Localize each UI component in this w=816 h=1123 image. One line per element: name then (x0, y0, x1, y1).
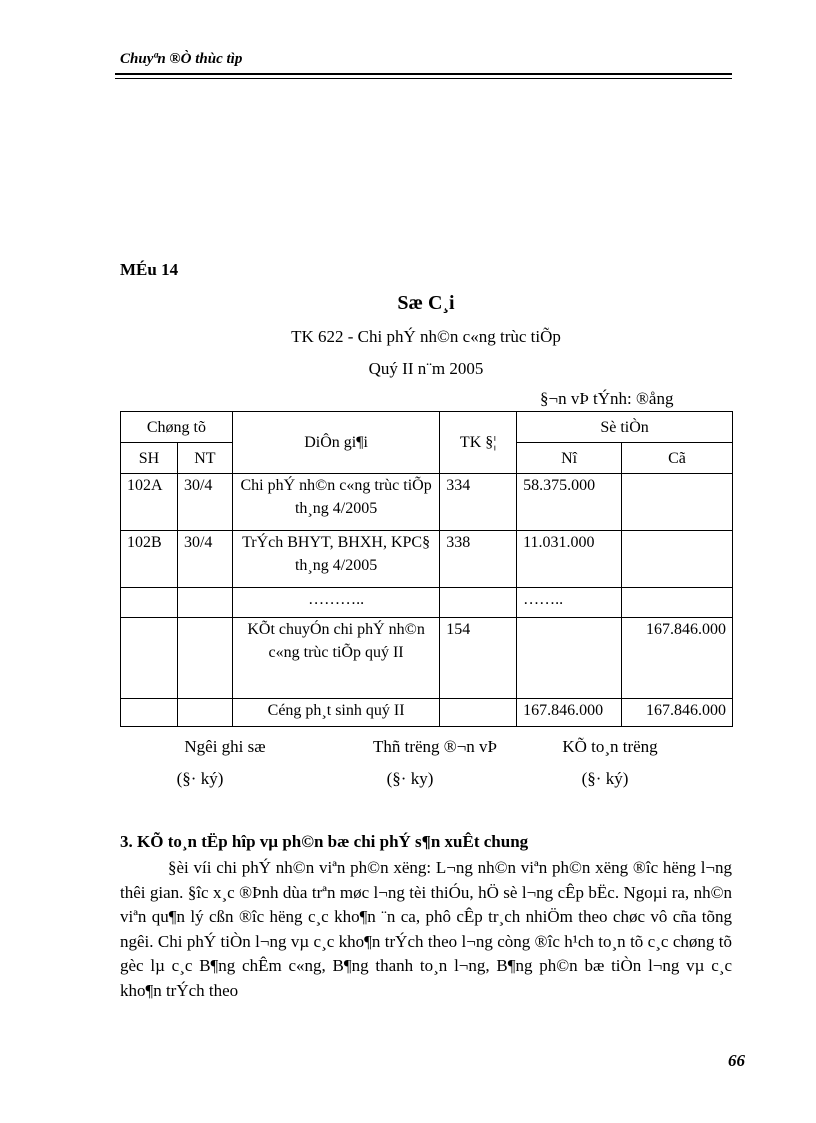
signature-note: (§· ký) (176, 769, 224, 788)
cell-nt (177, 618, 232, 699)
cell-credit (622, 588, 733, 618)
header-description: DiÔn gi¶i (232, 412, 439, 474)
cell-description: TrÝch BHYT, BHXH, KPC§ th¸ng 4/2005 (232, 531, 439, 588)
cell-description: KÕt chuyÓn chi phÝ nh©n c«ng trùc tiÕp quý II (232, 618, 439, 699)
header-rule (115, 73, 732, 75)
table-row (121, 618, 733, 699)
cell-nt: 30/4 (177, 474, 232, 531)
cell-credit (622, 474, 733, 531)
cell-nt (177, 699, 232, 727)
cell-sh (121, 699, 178, 727)
cell-description: Céng ph¸t sinh quý II (232, 699, 439, 727)
ledger-period: Quý II n¨m 2005 (368, 359, 484, 378)
header-credit: Cã (622, 443, 733, 474)
cell-description: Chi phÝ nh©n c«ng trùc tiÕp th¸ng 4/2005 (232, 474, 439, 531)
ledger-account: TK 622 - Chi phÝ nh©n c«ng trùc tiÕp (291, 327, 561, 346)
cell-tk: 338 (440, 531, 517, 588)
ledger-title: Sæ C¸i (397, 292, 455, 314)
signature-role: Ngêi ghi sæ (184, 737, 266, 756)
page-number: 66 (728, 1051, 745, 1070)
cell-credit (622, 531, 733, 588)
sample-label: MÉu 14 (120, 260, 179, 279)
cell-nt: 30/4 (177, 531, 232, 588)
cell-debit: 58.375.000 (517, 474, 622, 531)
ledger-unit: §¬n vÞ tÝnh: ®ång (540, 389, 674, 408)
section-paragraph: §èi víi chi phÝ nh©n viªn ph©n xëng: L¬ng nh©n viªn ph©n xëng ®îc hëng l¬ng thêi gian. §îc x¸c ®Þnh dùa trªn møc l¬ng tèi thiÓu, hÖ sè l¬ng cÊp bËc. Ngoµi ra, nh©n viªn qu¶n lý cßn ®îc hëng c¸c kho¶n ¨n ca, phô cÊp tr¸ch nhiÖm theo chøc vô cña tõng ngêi. Chi phÝ tiÒn l¬ng vµ c¸c kho¶n trÝch theo l¬ng còng ®îc h¹ch to¸n tõ c¸c chøng tõ gèc lµ c¸c B¶ng chÊm c«ng, B¶ng thanh to¸n l¬ng, B¶ng ph©n bæ tiÒn l¬ng vµ c¸c kho¶n trÝch theo (120, 858, 732, 1000)
cell-tk (440, 588, 517, 618)
cell-description: ……….. (232, 588, 439, 618)
header-rule-thin (115, 78, 732, 79)
cell-tk: 154 (440, 618, 517, 699)
signature-role: Thñ trëng ®¬n vÞ (372, 737, 498, 756)
ledger-table (120, 411, 733, 727)
header-amount: Sè tiÒn (517, 412, 733, 443)
header-title: Chuyªn ®Ò thùc tìp (120, 51, 243, 67)
cell-sh (121, 588, 178, 618)
cell-credit: 167.846.000 (622, 618, 733, 699)
table-row (121, 588, 733, 618)
cell-debit: …….. (517, 588, 622, 618)
signature-role: KÕ to¸n trëng (562, 737, 658, 756)
header-debit: Nî (517, 443, 622, 474)
cell-debit (517, 618, 622, 699)
cell-tk: 334 (440, 474, 517, 531)
table-row (121, 531, 733, 588)
cell-nt (177, 588, 232, 618)
cell-sh: 102B (121, 531, 178, 588)
cell-sh (121, 618, 178, 699)
signature-note: (§· ky) (386, 769, 434, 788)
cell-credit: 167.846.000 (622, 699, 733, 727)
cell-debit: 167.846.000 (517, 699, 622, 727)
header-sh: SH (121, 443, 178, 474)
signature-note: (§· ký) (581, 769, 629, 788)
section-heading: 3. KÕ to¸n tËp hîp vµ ph©n bæ chi phÝ s¶n xuÊt chung (120, 832, 529, 851)
header-tk: TK §¦ (440, 412, 517, 474)
header-nt: NT (177, 443, 232, 474)
table-row (121, 474, 733, 531)
cell-debit: 11.031.000 (517, 531, 622, 588)
header-voucher: Chøng tõ (121, 412, 233, 443)
cell-sh: 102A (121, 474, 178, 531)
cell-tk (440, 699, 517, 727)
table-row-total (121, 699, 733, 727)
